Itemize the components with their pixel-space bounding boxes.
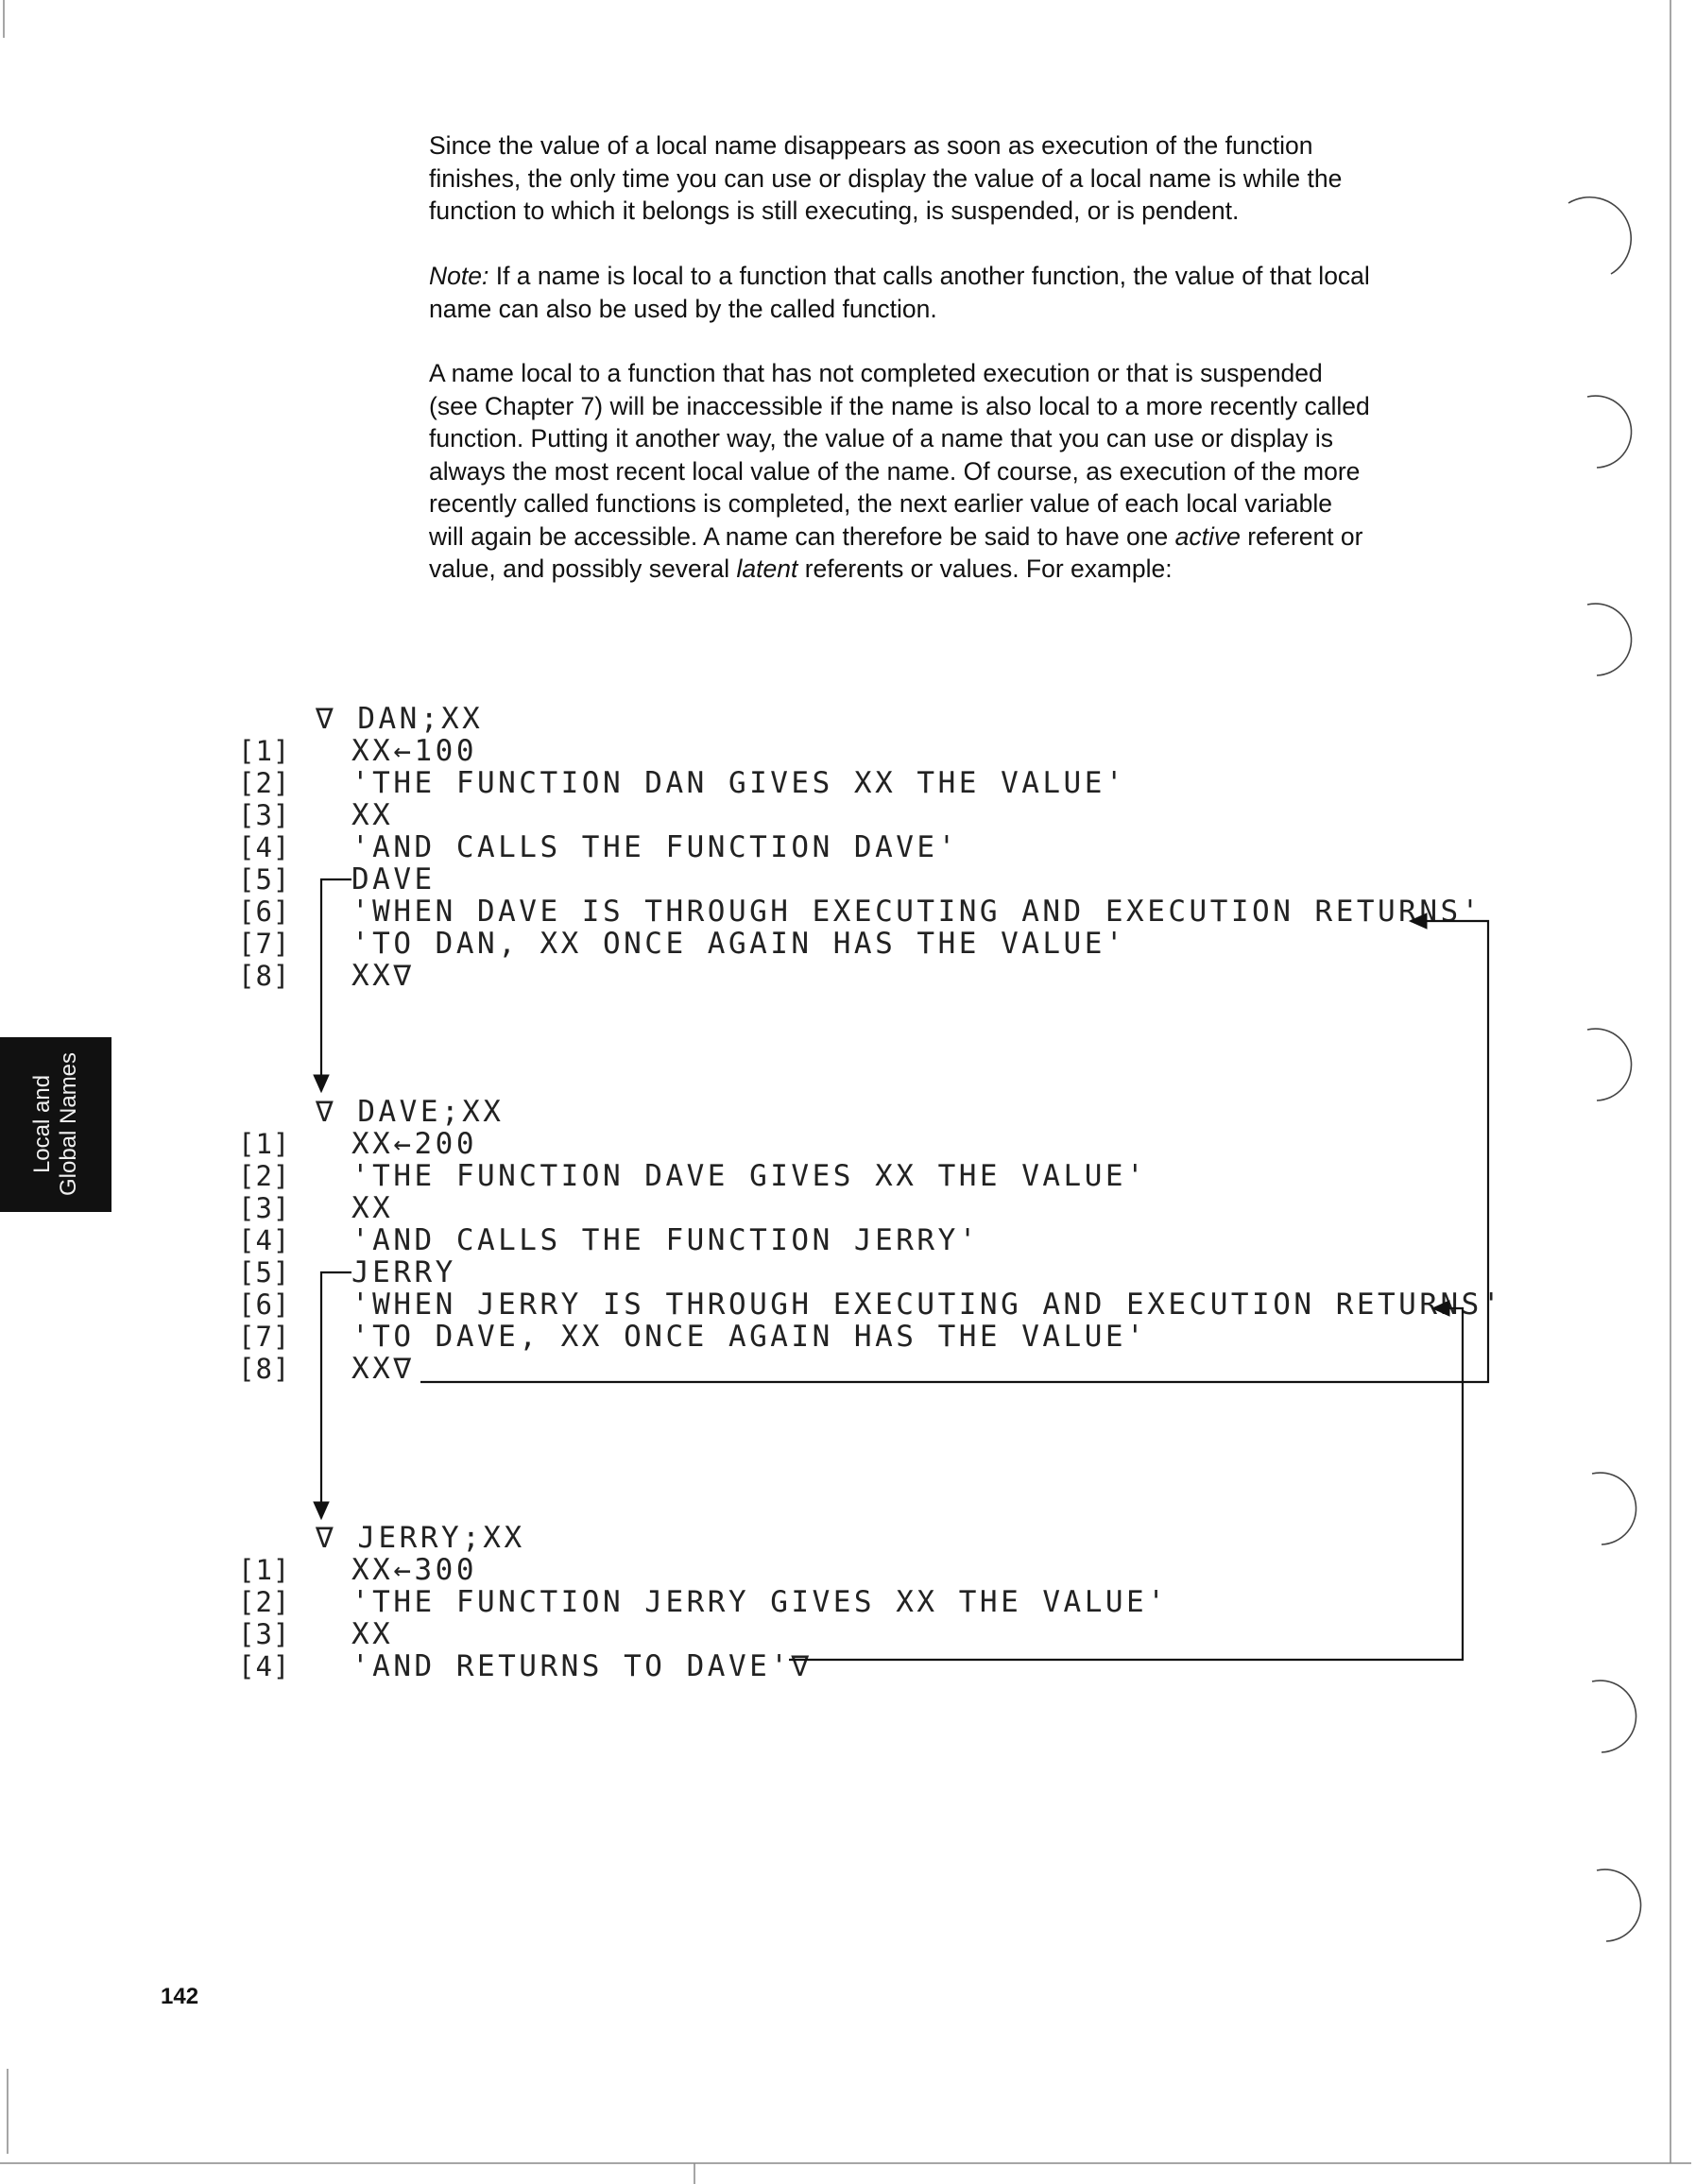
code-line: XX [351,1617,394,1651]
code-line: 'WHEN DAVE IS THROUGH EXECUTING AND EXECUTION RETURNS' [351,895,1482,929]
line-number: [8] [238,1353,291,1385]
line-number: [3] [238,799,291,831]
line-number: [1] [238,735,291,767]
paragraph-text-c: referents or values. For example: [797,555,1173,583]
line-number: [5] [238,863,291,896]
call-arrow-dave-to-jerry [321,1272,351,1518]
code-line: DAVE [351,862,436,896]
return-arrow-jerry-to-dave [789,1308,1463,1660]
section-tab-line2: Global Names [56,1051,81,1197]
note-label: Note: [429,262,489,290]
code-line: 'THE FUNCTION JERRY GIVES XX THE VALUE' [351,1585,1169,1619]
term-active: active [1174,521,1241,551]
code-line: 'THE FUNCTION DAN GIVES XX THE VALUE' [351,766,1127,800]
paragraph-text-b: referent or value, and possibly several [429,521,1363,583]
line-number: [8] [238,960,291,992]
line-number: [6] [238,1288,291,1321]
section-tab [0,1037,111,1212]
code-line: XX←200 [351,1127,477,1161]
code-line: XX∇ [351,959,415,993]
paragraph-text: Since the value of a local name disappears as soon as execution of the function finishes, the only time you can use or display the value of a local name is while the function to which it belongs is still executing, is suspended, or is pendent. [429,131,1343,225]
line-number: [4] [238,1650,291,1682]
code-line: 'AND CALLS THE FUNCTION DAVE' [351,830,959,864]
binder-hole-4 [1587,1029,1632,1101]
line-number: [1] [238,1128,291,1160]
line-number: [3] [238,1192,291,1224]
line-number: [7] [238,1321,291,1353]
code-line: XX [351,1191,394,1225]
binder-hole-1 [1568,197,1631,274]
code-line: XX←300 [351,1553,477,1587]
line-number: [3] [238,1618,291,1650]
binder-hole-6 [1592,1681,1636,1752]
paragraph-text-a: A name local to a function that has not completed execution or that is suspended (see Chapter 7) will be inaccessible if the name is also local to a more recently called function. Putting it another way, the value of a name that you can use or display is always the most recent local value of the name. Of course, as execution of the more recently called functions is completed, the next earlier value of each local variable will again be accessible. A name can therefore be said to have one [429,359,1370,551]
code-line: XX∇ [351,1352,415,1386]
code-line: 'THE FUNCTION DAVE GIVES XX THE VALUE' [351,1159,1148,1193]
code-line: 'WHEN JERRY IS THROUGH EXECUTING AND EXECUTION RETURNS' [351,1288,1503,1322]
return-arrow-dave-to-dan [420,921,1488,1382]
binder-hole-3 [1587,604,1632,675]
page-number: 142 [161,1984,199,2009]
binder-hole-7 [1597,1869,1641,1941]
binder-hole-5 [1592,1473,1636,1544]
function-header-dan: ∇ DAN;XX [316,702,484,736]
code-line: XX←100 [351,734,477,768]
code-line: 'AND RETURNS TO DAVE'∇ [351,1649,813,1683]
function-header-dave: ∇ DAVE;XX [316,1095,505,1129]
line-number: [2] [238,767,291,799]
code-line: 'AND CALLS THE FUNCTION JERRY' [351,1223,980,1257]
call-arrow-dan-to-dave [321,879,351,1091]
line-number: [1] [238,1554,291,1586]
line-number: [6] [238,896,291,928]
line-number: [4] [238,1224,291,1256]
line-number: [2] [238,1586,291,1618]
function-header-jerry: ∇ JERRY;XX [316,1521,525,1555]
section-tab-label [29,1052,82,1196]
binder-hole-2 [1587,396,1632,468]
term-latent: latent [736,555,798,583]
code-line: 'TO DAN, XX ONCE AGAIN HAS THE VALUE' [351,927,1127,961]
line-number: [7] [238,928,291,960]
section-tab-line1: Local and [29,1074,55,1174]
line-number: [2] [238,1160,291,1192]
note-text: If a name is local to a function that calls another function, the value of that local name can also be used by the called function. [429,262,1370,323]
line-number: [4] [238,831,291,863]
code-line: XX [351,798,394,832]
line-number: [5] [238,1256,291,1288]
code-line: JERRY [351,1255,456,1289]
code-line: 'TO DAVE, XX ONCE AGAIN HAS THE VALUE' [351,1320,1148,1354]
